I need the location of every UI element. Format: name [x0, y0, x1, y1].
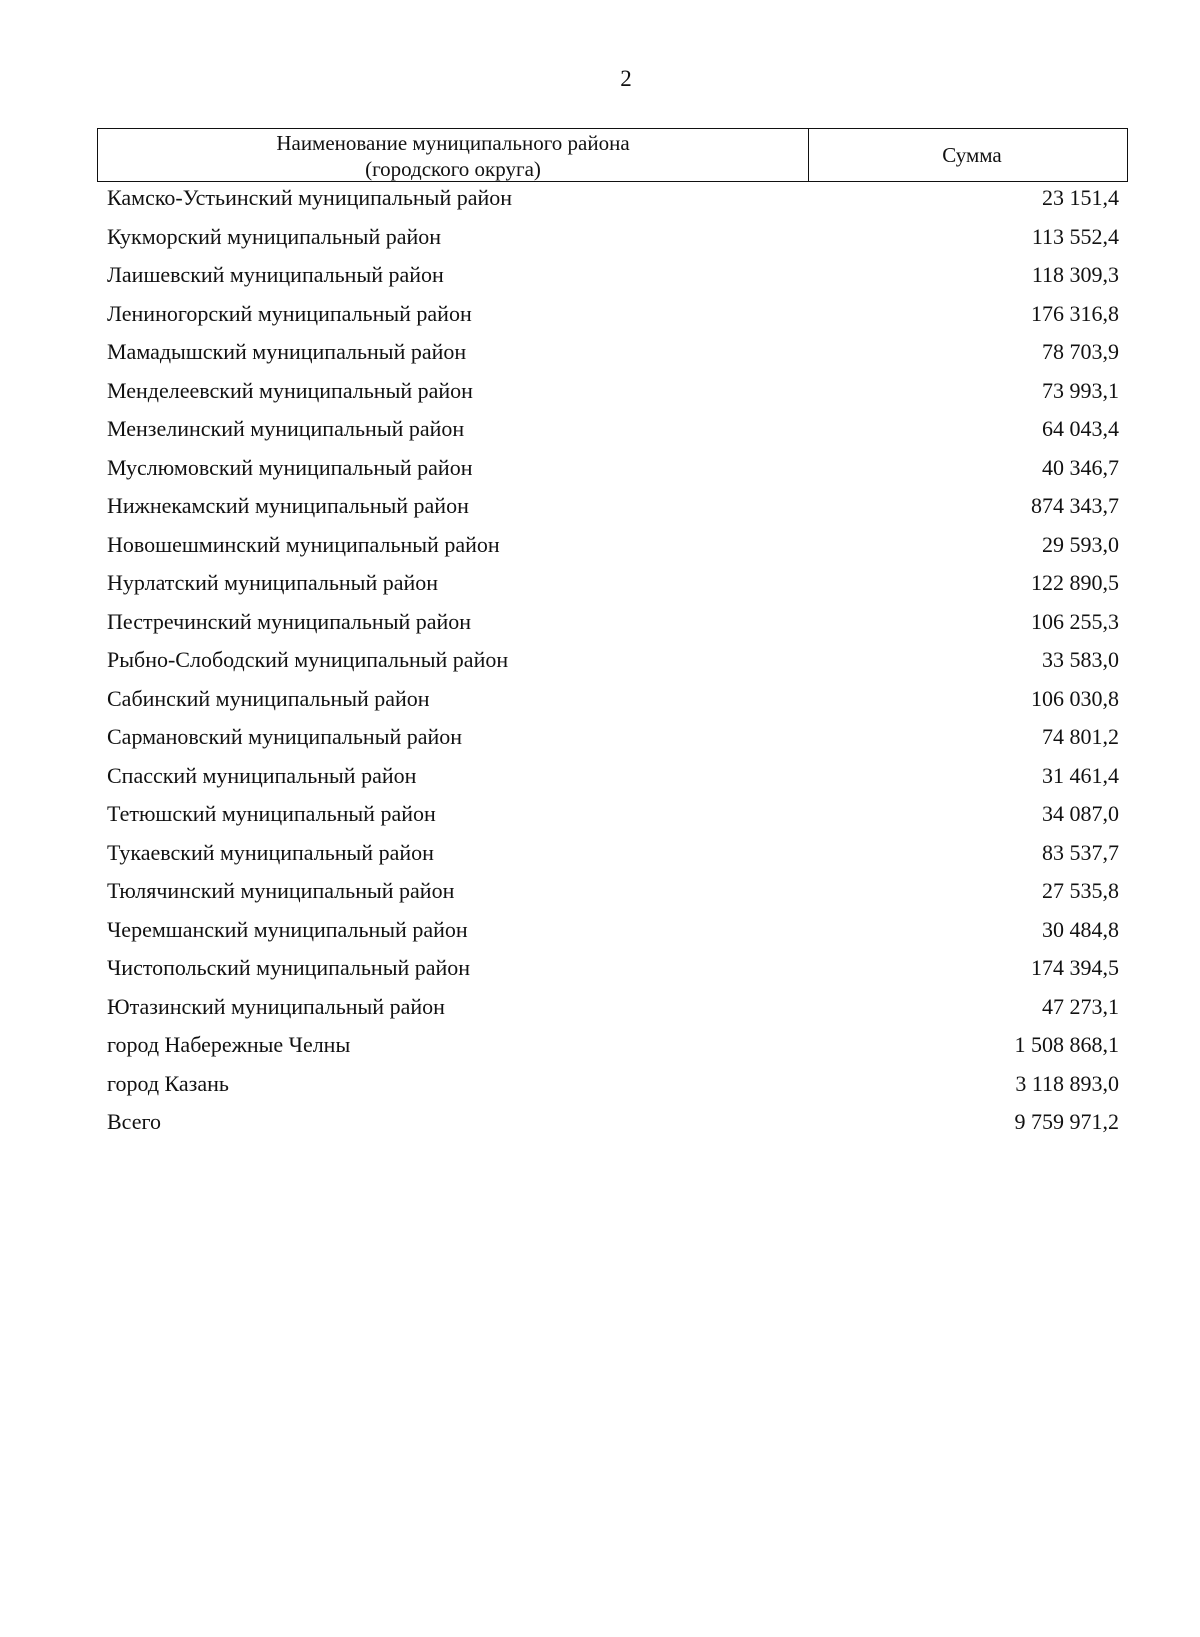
- table-row: [97, 1065, 1128, 1104]
- row-value: 78 703,9: [1042, 339, 1119, 365]
- table-row: [97, 949, 1128, 988]
- total-label: Всего: [107, 1109, 161, 1135]
- table-row: [97, 179, 1128, 218]
- table-body: [97, 179, 1128, 1142]
- table-row: [97, 295, 1128, 334]
- row-value: 30 484,8: [1042, 916, 1119, 942]
- table-row: [97, 988, 1128, 1027]
- row-name: Лениногорский муниципальный район: [107, 300, 472, 326]
- row-name: Камско-Устьинский муниципальный район: [107, 185, 513, 211]
- row-value: 122 890,5: [1031, 570, 1119, 596]
- table-row: [97, 757, 1128, 796]
- table-row: [97, 449, 1128, 488]
- table-row: [97, 1026, 1128, 1065]
- row-name: Сабинский муниципальный район: [107, 685, 430, 711]
- row-name: Чистопольский муниципальный район: [107, 955, 471, 981]
- table-row: [97, 333, 1128, 372]
- header-name-line1: Наименование муниципального района: [276, 131, 630, 155]
- row-value: 29 593,0: [1042, 531, 1119, 557]
- row-name: Мензелинский муниципальный район: [107, 416, 465, 442]
- table-row: [97, 718, 1128, 757]
- table-row: [97, 487, 1128, 526]
- row-name: Тетюшский муниципальный район: [107, 801, 436, 827]
- row-name: Пестречинский муниципальный район: [107, 608, 472, 634]
- table-row: [97, 834, 1128, 873]
- row-value: 1 508 868,1: [1014, 1032, 1119, 1058]
- row-name: Кукморский муниципальный район: [107, 223, 442, 249]
- row-name: Ютазинский муниципальный район: [107, 993, 445, 1019]
- row-value: 31 461,4: [1042, 762, 1119, 788]
- row-value: 118 309,3: [1031, 262, 1119, 288]
- row-value: 73 993,1: [1042, 377, 1119, 403]
- row-name: Менделеевский муниципальный район: [107, 377, 473, 403]
- row-name: Лаишевский муниципальный район: [107, 262, 444, 288]
- table-row: [97, 410, 1128, 449]
- header-name-line2: (городского округа): [365, 157, 541, 181]
- table-row: [97, 526, 1128, 565]
- table-row: [97, 372, 1128, 411]
- header-name-column: [98, 129, 809, 181]
- row-value: 874 343,7: [1031, 493, 1119, 519]
- row-value: 176 316,8: [1031, 300, 1119, 326]
- row-value: 33 583,0: [1042, 647, 1119, 673]
- table-row: [97, 218, 1128, 257]
- row-name: город Казань: [107, 1070, 229, 1096]
- row-value: 3 118 893,0: [1015, 1070, 1119, 1096]
- row-value: 34 087,0: [1042, 801, 1119, 827]
- table-row: [97, 680, 1128, 719]
- table-row: [97, 795, 1128, 834]
- row-name: город Набережные Челны: [107, 1032, 351, 1058]
- row-name: Сармановский муниципальный район: [107, 724, 463, 750]
- row-name: Нижнекамский муниципальный район: [107, 493, 469, 519]
- row-value: 106 255,3: [1031, 608, 1119, 634]
- row-name: Муслюмовский муниципальный район: [107, 454, 473, 480]
- row-value: 47 273,1: [1042, 993, 1119, 1019]
- row-name: Тюлячинский муниципальный район: [107, 878, 455, 904]
- row-name: Новошешминский муниципальный район: [107, 531, 500, 557]
- table-row: [97, 256, 1128, 295]
- row-value: 74 801,2: [1042, 724, 1119, 750]
- row-value: 113 552,4: [1031, 223, 1119, 249]
- table-row: [97, 564, 1128, 603]
- page-number: 2: [620, 66, 632, 91]
- row-value: 83 537,7: [1042, 839, 1119, 865]
- table-row: [97, 872, 1128, 911]
- row-value: 40 346,7: [1042, 454, 1119, 480]
- table-row: [97, 911, 1128, 950]
- table-row: [97, 641, 1128, 680]
- row-value: 64 043,4: [1042, 416, 1119, 442]
- row-name: Рыбно-Слободский муниципальный район: [107, 647, 509, 673]
- row-value: 23 151,4: [1042, 185, 1119, 211]
- row-name: Спасский муниципальный район: [107, 762, 417, 788]
- table-header: [97, 128, 1128, 182]
- row-name: Нурлатский муниципальный район: [107, 570, 439, 596]
- table-row-total: [97, 1103, 1128, 1142]
- row-value: 174 394,5: [1031, 955, 1119, 981]
- header-sum-column: Сумма: [942, 142, 1002, 167]
- row-name: Черемшанский муниципальный район: [107, 916, 468, 942]
- row-value: 106 030,8: [1031, 685, 1119, 711]
- row-name: Мамадышский муниципальный район: [107, 339, 467, 365]
- table-row: [97, 603, 1128, 642]
- row-name: Тукаевский муниципальный район: [107, 839, 434, 865]
- row-value: 27 535,8: [1042, 878, 1119, 904]
- total-value: 9 759 971,2: [1014, 1109, 1119, 1135]
